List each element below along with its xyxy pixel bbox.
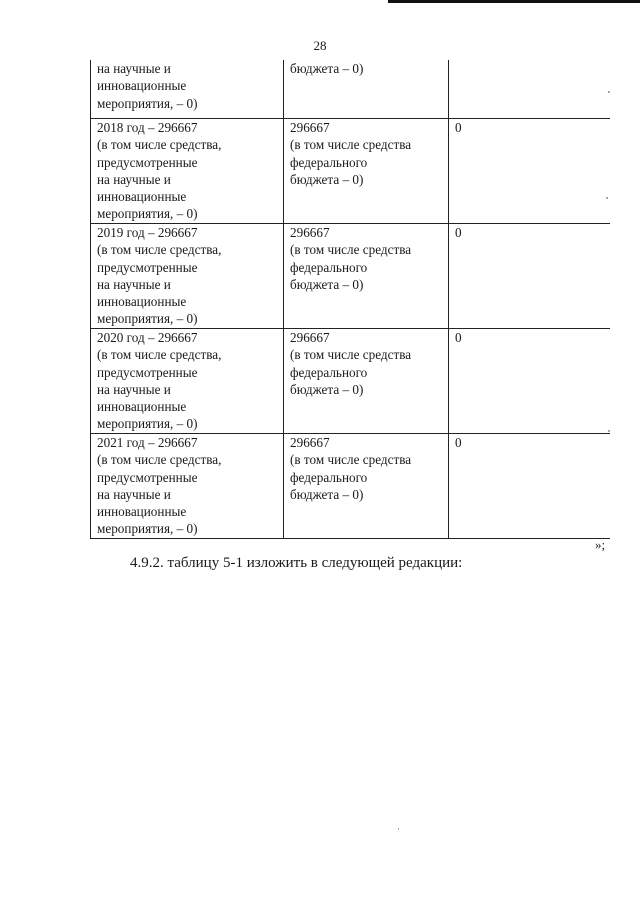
cell-line: мероприятия, – 0) bbox=[97, 416, 198, 432]
cell-line: 2021 год – 296667 bbox=[97, 435, 198, 450]
instruction-paragraph: 4.9.2. таблицу 5-1 изложить в следующей редакции: bbox=[130, 555, 463, 571]
cell-line: инновационные bbox=[97, 294, 187, 310]
cell-line: 296667 bbox=[290, 330, 330, 345]
cell-line: на научные и bbox=[97, 276, 171, 292]
cell-line: (в том числе средства bbox=[290, 452, 412, 468]
table-row bbox=[91, 329, 610, 434]
top-rule bbox=[388, 0, 640, 3]
cell-line: 296667 bbox=[290, 120, 330, 135]
closing-quote: »; bbox=[595, 537, 606, 552]
cell-line: предусмотренные bbox=[97, 469, 198, 485]
scan-speck bbox=[606, 197, 608, 199]
cell-line: на научные и bbox=[97, 171, 171, 187]
cell-line: (в том числе средства, bbox=[97, 137, 222, 153]
cell-line: бюджета – 0) bbox=[290, 276, 364, 292]
cell-line: предусмотренные bbox=[97, 364, 198, 380]
table-cell-value: 0 bbox=[449, 119, 610, 224]
table-cell-amount bbox=[284, 60, 449, 119]
table-cell-description bbox=[91, 434, 284, 539]
cell-line: 296667 bbox=[290, 225, 330, 240]
table-row-continued bbox=[91, 60, 610, 119]
table-cell-description bbox=[91, 60, 284, 119]
table-cell-amount bbox=[284, 329, 449, 434]
cell-line: мероприятия, – 0) bbox=[97, 521, 198, 537]
cell-line: федерального bbox=[290, 259, 368, 275]
cell-line: на научные и bbox=[97, 61, 171, 76]
cell-line: мероприятия, – 0) bbox=[97, 206, 198, 222]
cell-line: предусмотренные bbox=[97, 154, 198, 170]
cell-line: 2019 год – 296667 bbox=[97, 225, 198, 240]
table-row bbox=[91, 434, 610, 539]
cell-line: (в том числе средства, bbox=[97, 242, 222, 258]
cell-line: бюджета – 0) bbox=[290, 381, 364, 397]
cell-line: инновационные bbox=[97, 78, 187, 94]
cell-line: на научные и bbox=[97, 381, 171, 397]
cell-line: предусмотренные bbox=[97, 259, 198, 275]
table-cell-value bbox=[449, 60, 610, 119]
scan-speck bbox=[608, 430, 610, 432]
cell-line: 2020 год – 296667 bbox=[97, 330, 198, 345]
table-row bbox=[91, 119, 610, 224]
scan-speck bbox=[608, 91, 610, 93]
cell-line: 296667 bbox=[290, 435, 330, 450]
table-cell-value: 0 bbox=[449, 434, 610, 539]
table-cell-value: 0 bbox=[449, 329, 610, 434]
table-cell-description bbox=[91, 224, 284, 329]
cell-line: (в том числе средства, bbox=[97, 452, 222, 468]
cell-line: федерального bbox=[290, 154, 368, 170]
table-cell-value: 0 bbox=[449, 224, 610, 329]
cell-line: мероприятия, – 0) bbox=[97, 311, 198, 327]
cell-line: (в том числе средства bbox=[290, 242, 412, 258]
table-cell-amount bbox=[284, 224, 449, 329]
cell-line: бюджета – 0) bbox=[290, 486, 364, 502]
cell-line: инновационные bbox=[97, 399, 187, 415]
cell-line: (в том числе средства, bbox=[97, 347, 222, 363]
cell-line: инновационные bbox=[97, 189, 187, 205]
cell-line: федерального bbox=[290, 364, 368, 380]
cell-line: 2018 год – 296667 bbox=[97, 120, 198, 135]
table-cell-amount bbox=[284, 119, 449, 224]
cell-line: бюджета – 0) bbox=[290, 61, 364, 76]
cell-line: бюджета – 0) bbox=[290, 171, 364, 187]
scan-speck bbox=[398, 828, 399, 830]
cell-line: мероприятия, – 0) bbox=[97, 95, 198, 111]
cell-line: федерального bbox=[290, 469, 368, 485]
table-cell-amount bbox=[284, 434, 449, 539]
cell-line: (в том числе средства bbox=[290, 137, 412, 153]
cell-line: (в том числе средства bbox=[290, 347, 412, 363]
table-row bbox=[91, 224, 610, 329]
table-cell-description bbox=[91, 119, 284, 224]
cell-line: инновационные bbox=[97, 504, 187, 520]
table-cell-description bbox=[91, 329, 284, 434]
page-number: 28 bbox=[313, 38, 327, 53]
budget-table bbox=[90, 60, 610, 539]
cell-line: на научные и bbox=[97, 486, 171, 502]
